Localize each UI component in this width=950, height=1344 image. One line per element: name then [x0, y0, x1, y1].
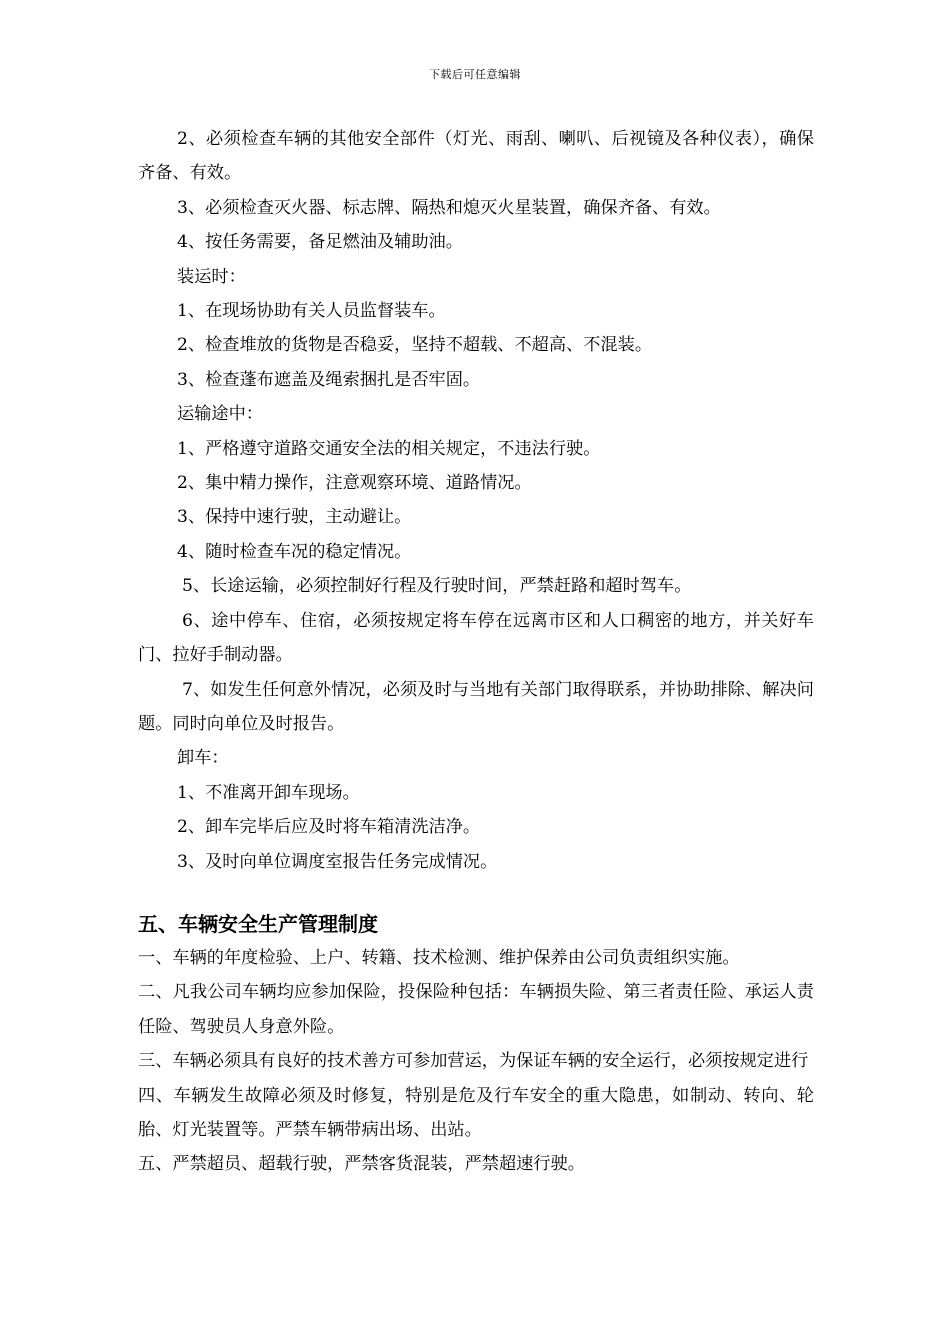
paragraph: 4、随时检查车况的稳定情况。 [177, 541, 412, 562]
paragraph: 3、检查蓬布遮盖及绳索捆扎是否牢固。 [177, 369, 481, 390]
page-header: 下载后可任意编辑 [429, 68, 521, 81]
paragraph: 三、车辆必须具有良好的技术善方可参加营运，为保证车辆的安全运行，必须按规定进行 [138, 1051, 809, 1072]
paragraph: 5、长途运输，必须控制好行程及行驶时间，严禁赶路和超时驾车。 [182, 576, 692, 597]
paragraph: 2、必须检查车辆的其他安全部件（灯光、雨刮、喇叭、后视镜及各种仪表），确保齐备、有效。 [138, 129, 814, 184]
document-body [138, 122, 814, 1182]
paragraph: 7、如发生任何意外情况，必须及时与当地有关部门取得联系，并协助排除、解决问题。同时向单位及时报告。 [138, 679, 814, 734]
subheading-in-transit: 运输途中： [177, 404, 263, 425]
paragraph: 五、严禁超员、超载行驶，严禁客货混装，严禁超速行驶。 [138, 1154, 585, 1175]
paragraph: 2、集中精力操作，注意观察环境、道路情况。 [177, 473, 532, 494]
paragraph: 1、在现场协助有关人员监督装车。 [177, 301, 446, 322]
paragraph: 4、按任务需要，备足燃油及辅助油。 [177, 232, 463, 253]
paragraph: 四、车辆发生故障必须及时修复，特别是危及行车安全的重大隐患，如制动、转向、轮胎、灯光装置等。严禁车辆带病出场、出站。 [138, 1085, 814, 1140]
paragraph: 3、及时向单位调度室报告任务完成情况。 [177, 851, 498, 872]
paragraph: 3、必须检查灭火器、标志牌、隔热和熄灭火星装置，确保齐备、有效。 [177, 197, 721, 218]
section-title: 五、车辆安全生产管理制度 [138, 911, 378, 936]
subheading-loading: 装运时： [177, 266, 246, 287]
paragraph: 3、保持中速行驶，主动避让。 [177, 507, 412, 528]
paragraph: 2、检查堆放的货物是否稳妥，坚持不超载、不超高、不混装。 [177, 335, 653, 356]
paragraph: 1、不准离开卸车现场。 [177, 782, 360, 803]
paragraph: 一、车辆的年度检验、上户、转籍、技术检测、维护保养由公司负责组织实施。 [138, 947, 740, 968]
paragraph: 2、卸车完毕后应及时将车箱清洗洁净。 [177, 817, 481, 838]
paragraph: 1、严格遵守道路交通安全法的相关规定，不违法行驶。 [177, 438, 601, 459]
subheading-unloading: 卸车： [177, 748, 229, 769]
paragraph: 二、凡我公司车辆均应参加保险，投保险种包括：车辆损失险、第三者责任险、承运人责任险、驾驶员人身意外险。 [138, 982, 814, 1037]
paragraph: 6、途中停车、住宿，必须按规定将车停在远离市区和人口稠密的地方，并关好车门、拉好手制动器。 [138, 610, 814, 666]
